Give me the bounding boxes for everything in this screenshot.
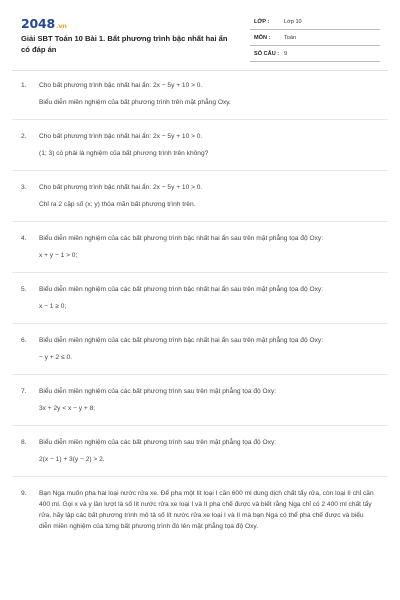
- question-expression: − y + 2 ≤ 0.: [39, 354, 72, 361]
- divider: [12, 221, 388, 222]
- question-item: [0, 233, 400, 261]
- meta-value: Lớp 10: [284, 19, 302, 25]
- question-item: [0, 386, 400, 414]
- question-subtext: Biểu diễn miền nghiệm của bất phương trình trên mặt phẳng Oxy.: [39, 99, 231, 106]
- question-number: 8.: [21, 439, 27, 446]
- divider: [12, 272, 388, 273]
- meta-row-question-count: [250, 46, 380, 62]
- meta-value: 9: [284, 51, 288, 57]
- logo-suffix: .vn: [56, 22, 67, 30]
- document-header: [0, 0, 400, 68]
- question-text: Biểu diễn miền nghiệm của các bất phương trình sau trên mặt phẳng tọa độ Oxy:: [39, 439, 277, 446]
- question-number: 4.: [21, 235, 27, 242]
- question-expression: x + y − 1 > 0;: [39, 252, 78, 259]
- meta-value: Toán: [284, 35, 297, 41]
- divider: [12, 119, 388, 120]
- header-divider: [12, 70, 388, 71]
- question-subtext: (1; 3) có phải là nghiệm của bất phương trình trên không?: [39, 150, 209, 157]
- question-text: Biểu diễn miền nghiệm của các bất phương trình bậc nhất hai ẩn sau trên mặt phẳng tọa độ Oxy:: [39, 286, 324, 293]
- question-text: Biểu diễn miền nghiệm của các bất phương trình bậc nhất hai ẩn sau trên mặt phẳng tọa độ Oxy:: [39, 337, 324, 344]
- question-number: 6.: [21, 337, 27, 344]
- question-expression: 3x + 2y < x − y + 8;: [39, 405, 96, 412]
- meta-table: [250, 14, 380, 62]
- site-logo[interactable]: [21, 16, 67, 31]
- question-text: Biểu diễn miền nghiệm của các bất phương trình bậc nhất hai ẩn sau trên mặt phẳng tọa độ Oxy:: [39, 235, 324, 242]
- question-text: Cho bất phương trình bậc nhất hai ẩn: 2x − 5y + 10 > 0.: [39, 133, 203, 140]
- divider: [12, 374, 388, 375]
- question-text: Cho bất phương trình bậc nhất hai ẩn: 2x − 5y + 10 > 0.: [39, 184, 203, 191]
- divider: [12, 425, 388, 426]
- divider: [12, 476, 388, 477]
- question-number: 3.: [21, 184, 27, 191]
- question-subtext: Chỉ ra 2 cặp số (x; y) thỏa mãn bất phương trình trên.: [39, 201, 196, 208]
- question-expression: 2(x − 1) + 3(y − 2) > 2.: [39, 456, 105, 463]
- question-text: Bạn Nga muốn pha hai loại nước rửa xe. Để pha một lít loại I cần 600 ml dung dịch chất tẩy rửa, còn loại II chỉ cần 400 ml. Gọi x và y lần lượt là số lít nước rửa xe loại I và II pha chế được và biết rằng Nga chỉ có 2 400 ml chất tẩy rửa, hãy lập các bất phương trình mô tả số lít nước rửa xe loại I và II mà bạn Nga có thể pha chế được và biểu diễn miền nghiệm của từng bất phương trình đó lên mặt phẳng tọa độ Oxy.: [39, 490, 374, 530]
- question-number: 5.: [21, 286, 27, 293]
- question-item: [0, 182, 400, 210]
- question-number: 2.: [21, 133, 27, 140]
- question-number: 7.: [21, 388, 27, 395]
- divider: [12, 323, 388, 324]
- question-text: Biểu diễn miền nghiệm của các bất phương trình sau trên mặt phẳng tọa độ Oxy:: [39, 388, 277, 395]
- meta-row-grade: [250, 14, 380, 30]
- question-text: Cho bất phương trình bậc nhất hai ẩn: 2x − 5y + 10 > 0.: [39, 82, 203, 89]
- question-expression: x − 1 ≥ 0;: [39, 303, 67, 310]
- document-title: Giải SBT Toán 10 Bài 1. Bất phương trình bậc nhất hai ẩn có đáp án: [21, 34, 228, 54]
- question-item: [0, 437, 400, 465]
- meta-label: LỚP :: [254, 19, 270, 25]
- logo-number: 2048: [21, 16, 55, 31]
- question-list: [0, 80, 400, 532]
- question-item: [0, 284, 400, 312]
- meta-label: SỐ CÂU :: [254, 51, 280, 57]
- question-item: [0, 131, 400, 159]
- question-number: 9.: [21, 490, 27, 497]
- question-item: [0, 80, 400, 108]
- divider: [12, 170, 388, 171]
- meta-row-subject: [250, 30, 380, 46]
- question-item: [0, 488, 400, 532]
- question-item: [0, 335, 400, 363]
- question-number: 1.: [21, 82, 27, 89]
- meta-label: MÔN :: [254, 35, 271, 41]
